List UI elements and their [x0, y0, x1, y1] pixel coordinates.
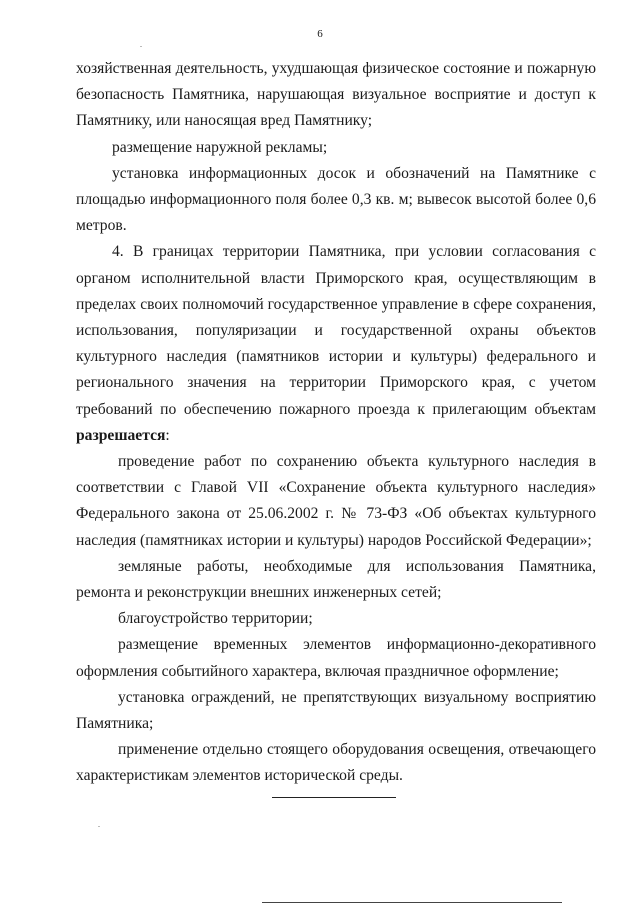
paragraph-landscaping: благоустройство территории; [118, 610, 313, 628]
document-body [76, 56, 596, 790]
paragraph-earthworks: земляные работы, необходимые для использования Памятника, ремонта и реконструкции внешних инженерных сетей; [76, 557, 596, 602]
section-4-text: 4. В границах территории Памятника, при условии согласования с органом исполнительной власти Приморского края, осуществляющим в пределах своих полномочий государственное управление в сфере сохранения, использования, популяризации и государственной охраны объектов культурного наследия (памятников истории и культуры) федерального и регионального значения на территории Приморского края, с учетом требований по обеспечению пожарного проезда к прилегающим объектам [76, 243, 596, 418]
paragraph-preservation-works: проведение работ по сохранению объекта культурного наследия в соответствии с Главой VII «Сохранение объекта культурного наследия» Федерального закона от 25.06.2002 г. № 73-ФЗ «Об объектах культурного наследия (памятниках истории и культуры) народов Российской Федерации»; [76, 453, 596, 549]
end-divider [272, 797, 396, 798]
scan-speck [98, 826, 100, 827]
page-number: 6 [317, 28, 323, 40]
paragraph-info-boards: установка информационных досок и обозначений на Памятнике с площадью информационного поля более 0,3 кв. м; вывесок высотой более 0,6 метров. [76, 164, 596, 235]
paragraph-advertising: размещение наружной рекламы; [112, 138, 328, 156]
paragraph-lighting: применение отдельно стоящего оборудования освещения, отвечающего характеристикам элементов исторической среды. [76, 741, 596, 785]
paragraph-temporary-decor: размещение временных элементов информационно-декоративного оформления событийного характера, включая праздничное оформление; [76, 636, 596, 680]
section-4-colon: : [165, 426, 170, 444]
footer-divider [262, 902, 562, 903]
section-4-bold-term: разрешается [76, 426, 166, 444]
paragraph-continuation: хозяйственная деятельность, ухудшающая физическое состояние и пожарную безопасность Памятника, нарушающая визуальное восприятие и доступ к Памятнику, или наносящая вред Памятнику; [76, 60, 596, 130]
paragraph-section-4 [76, 239, 596, 449]
scan-speck [140, 46, 142, 47]
paragraph-fencing: установка ограждений, не препятствующих визуальному восприятию Памятника; [76, 688, 596, 733]
